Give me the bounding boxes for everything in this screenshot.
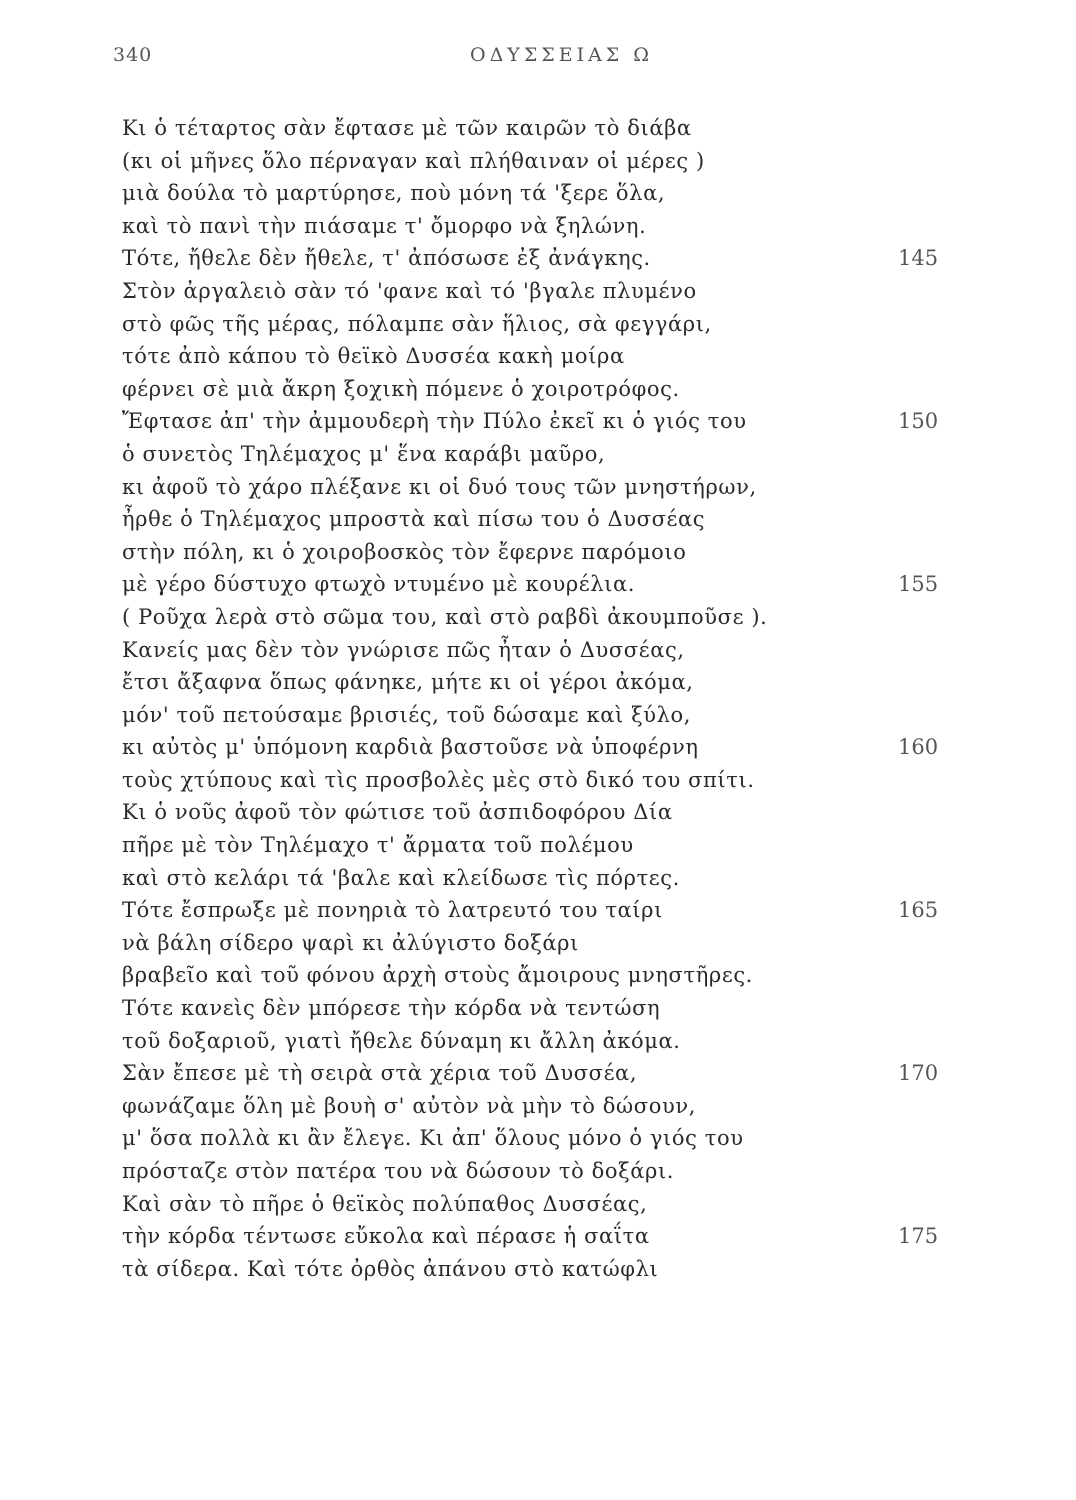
verse-text: (κι οἱ μῆνες ὅλο πέρναγαν καὶ πλήθαιναν οἱ μέρες )	[122, 148, 705, 173]
verse-line	[0, 1188, 1076, 1221]
running-title: ΟΔΥΣΣΕΙΑΣ Ω	[470, 44, 654, 66]
verse-text: Ἔφτασε ἀπ' τὴν ἀμμουδερὴ τὴν Πύλο ἐκεῖ κι ὁ γιός του	[122, 409, 747, 434]
verse-text: τὰ σίδερα. Καὶ τότε ὀρθὸς ἀπάνου στὸ κατώφλι	[122, 1256, 659, 1281]
verse-line	[0, 634, 1076, 667]
verse-text: μόν' τοῦ πετούσαμε βρισιές, τοῦ δώσαμε καὶ ξύλο,	[122, 702, 692, 727]
verse-line	[0, 503, 1076, 536]
verse-line	[0, 764, 1076, 797]
line-number: 160	[898, 735, 939, 760]
verse-text: Κι ὁ τέταρτος σὰν ἔφτασε μὲ τῶν καιρῶν τὸ διάβα	[122, 116, 692, 140]
verse-line	[0, 666, 1076, 699]
verse-line	[0, 1155, 1076, 1188]
verse-text: καὶ τὸ πανὶ τὴν πιάσαμε τ' ὄμορφο νὰ ξηλώνη.	[122, 213, 647, 238]
verse-line	[0, 210, 1076, 243]
verse-line	[0, 927, 1076, 960]
verse-text: μ' ὅσα πολλὰ κι ἂν ἔλεγε. Κι ἀπ' ὅλους μόνο ὁ γιός του	[122, 1126, 744, 1151]
line-number: 155	[898, 572, 939, 597]
verse-text: κι ἀφοῦ τὸ χάρο πλέξανε κι οἱ δυό τους τῶν μνηστήρων,	[122, 474, 757, 499]
page-number: 340	[113, 44, 153, 66]
verse-text: κι αὐτὸς μ' ὑπόμονη καρδιὰ βαστοῦσε νὰ ὑποφέρνη	[122, 735, 699, 760]
verse-text: στὴν πόλη, κι ὁ χοιροβοσκὸς τὸν ἔφερνε παρόμοιο	[122, 539, 687, 564]
verse-text: καὶ στὸ κελάρι τά 'βαλε καὶ κλείδωσε τὶς πόρτες.	[122, 865, 680, 890]
verse-text: Κι ὁ νοῦς ἀφοῦ τὸν φώτισε τοῦ ἀσπιδοφόρου Δία	[122, 800, 673, 825]
verse-text: μιὰ δούλα τὸ μαρτύρησε, ποὺ μόνη τά 'ξερε ὅλα,	[122, 181, 666, 206]
verse-text: τοῦ δοξαριοῦ, γιατὶ ἤθελε δύναμη κι ἄλλη ἀκόμα.	[122, 1028, 681, 1053]
verse-text: τὴν κόρδα τέντωσε εὔκολα καὶ πέρασε ἡ σαΐτα	[122, 1224, 650, 1249]
line-number: 145	[898, 246, 939, 271]
verse-line	[0, 471, 1076, 504]
verse-text: Τότε ἔσπρωξε μὲ πονηριὰ τὸ λατρευτό του ταίρι	[122, 898, 663, 923]
verse-line	[0, 568, 1076, 601]
page-header	[0, 44, 1076, 74]
verse-line	[0, 1220, 1076, 1253]
line-number: 150	[898, 409, 939, 434]
verse-line	[0, 862, 1076, 895]
verse-line	[0, 145, 1076, 178]
verse-line	[0, 1253, 1076, 1286]
verse-text: ἔτσι ἄξαφνα ὅπως φάνηκε, μήτε κι οἱ γέροι ἀκόμα,	[122, 670, 694, 695]
verse-text: πρόσταζε στὸν πατέρα του νὰ δώσουν τὸ δοξάρι.	[122, 1159, 675, 1183]
verse-line	[0, 177, 1076, 210]
verse-line	[0, 731, 1076, 764]
verse-line	[0, 1090, 1076, 1123]
verse-text: βραβεῖο καὶ τοῦ φόνου ἀρχὴ στοὺς ἄμοιρους μνηστῆρες.	[122, 963, 753, 988]
verse-text: πῆρε μὲ τὸν Τηλέμαχο τ' ἄρματα τοῦ πολέμου	[122, 833, 634, 858]
verse-line	[0, 438, 1076, 471]
verse-line	[0, 1025, 1076, 1058]
verse-text: φέρνει σὲ μιὰ ἄκρη ξοχικὴ πόμενε ὁ χοιροτρόφος.	[122, 376, 680, 401]
verse-line	[0, 308, 1076, 341]
verse-text: ἦρθε ὁ Τηλέμαχος μπροστὰ καὶ πίσω του ὁ Δυσσέας	[122, 507, 706, 532]
verse-line	[0, 112, 1076, 145]
verse-text: Τότε, ἤθελε δὲν ἤθελε, τ' ἀπόσωσε ἐξ ἀνάγκης.	[122, 246, 651, 271]
verse-line	[0, 1122, 1076, 1155]
verse-block	[0, 112, 1076, 1285]
verse-line	[0, 536, 1076, 569]
verse-text: Τότε κανεὶς δὲν μπόρεσε τὴν κόρδα νὰ τεντώση	[122, 996, 661, 1021]
verse-line	[0, 699, 1076, 732]
verse-text: τοὺς χτύπους καὶ τὶς προσβολὲς μὲς στὸ δικό του σπίτι.	[122, 767, 755, 792]
verse-text: Κανείς μας δὲν τὸν γνώρισε πῶς ἦταν ὁ Δυσσέας,	[122, 637, 685, 662]
verse-line	[0, 1057, 1076, 1090]
verse-text: ( Ροῦχα λερὰ στὸ σῶμα του, καὶ στὸ ραβδὶ ἀκουμποῦσε ).	[122, 604, 768, 629]
verse-text: νὰ βάλη σίδερο ψαρὶ κι ἀλύγιστο δοξάρι	[122, 930, 579, 955]
verse-line	[0, 242, 1076, 275]
verse-line	[0, 894, 1076, 927]
verse-text: φωνάζαμε ὅλη μὲ βουὴ σ' αὐτὸν νὰ μὴν τὸ δώσουν,	[122, 1093, 696, 1118]
line-number: 175	[898, 1224, 939, 1249]
verse-line	[0, 405, 1076, 438]
verse-text: τότε ἀπὸ κάπου τὸ θεϊκὸ Δυσσέα κακὴ μοίρα	[122, 344, 625, 369]
verse-text: ὁ συνετὸς Τηλέμαχος μ' ἕνα καράβι μαῦρο,	[122, 441, 606, 466]
line-number: 165	[898, 898, 939, 923]
verse-line	[0, 601, 1076, 634]
verse-text: Καὶ σὰν τὸ πῆρε ὁ θεϊκὸς πολύπαθος Δυσσέας,	[122, 1191, 648, 1216]
verse-text: στὸ φῶς τῆς μέρας, πόλαμπε σὰν ἥλιος, σὰ φεγγάρι,	[122, 311, 712, 336]
verse-text: μὲ γέρο δύστυχο φτωχὸ ντυμένο μὲ κουρέλια.	[122, 572, 636, 597]
verse-line	[0, 992, 1076, 1025]
verse-line	[0, 340, 1076, 373]
verse-line	[0, 373, 1076, 406]
verse-line	[0, 275, 1076, 308]
verse-line	[0, 829, 1076, 862]
line-number: 170	[898, 1061, 939, 1086]
verse-line	[0, 959, 1076, 992]
verse-line	[0, 796, 1076, 829]
verse-text: Στὸν ἀργαλειὸ σὰν τό 'φανε καὶ τό 'βγαλε πλυμένο	[122, 278, 697, 303]
verse-text: Σὰν ἔπεσε μὲ τὴ σειρὰ στὰ χέρια τοῦ Δυσσέα,	[122, 1061, 638, 1086]
